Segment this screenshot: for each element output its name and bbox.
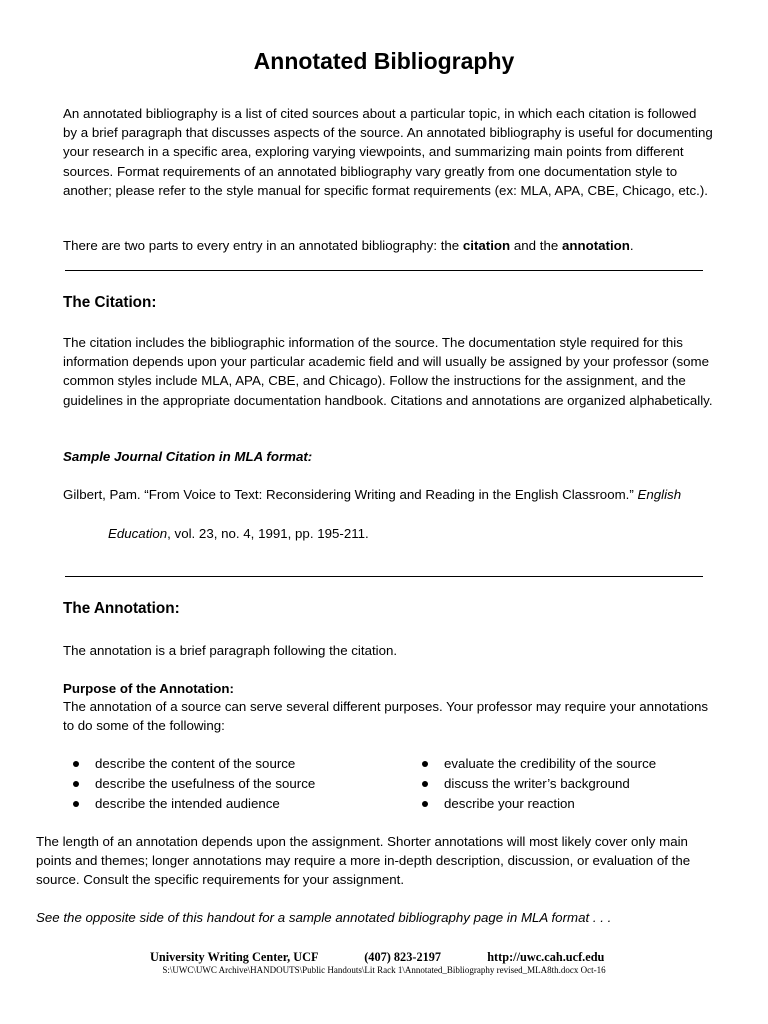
section-divider <box>65 270 703 271</box>
sample-citation-details: , vol. 23, no. 4, 1991, pp. 195-211. <box>167 526 369 541</box>
annotation-heading: The Annotation: <box>63 600 180 617</box>
intro-parts-text: There are two parts to every entry in an annotated bibliography: the <box>63 238 463 253</box>
citation-heading: The Citation: <box>63 294 157 311</box>
citation-body: The citation includes the bibliographic information of the source. The documentation style required for this information depends upon your particular academic field and will usually be assigned by your professor (some common styles include MLA, APA, CBE, and Chicago). Follow the instructions for the assignment, and the guidelines in the appropriate documentation handbook. Citations and annotations are organized alphabetically. <box>63 335 713 408</box>
bullet-icon <box>73 761 79 767</box>
footer-file-path: S:\UWC\UWC Archive\HANDOUTS\Public Handouts\Lit Rack 1\Annotated_Bibliography revised_MLA8th.docx Oct-16 <box>162 965 606 975</box>
purpose-heading: Purpose of the Annotation: <box>63 681 234 696</box>
page-title: Annotated Bibliography <box>253 48 515 74</box>
list-item-text: discuss the writer’s background <box>444 776 630 791</box>
sample-citation-journal-part1: English <box>637 487 682 502</box>
bullet-icon <box>422 781 428 787</box>
list-item-text: describe the intended audience <box>95 796 280 811</box>
list-item <box>64 794 315 814</box>
list-item <box>413 754 656 774</box>
intro-parts-paragraph <box>63 236 713 255</box>
sample-citation-journal-part2: Education <box>108 526 168 541</box>
bullet-icon <box>422 761 428 767</box>
list-item-text: describe the content of the source <box>95 756 296 771</box>
see-opposite-note: See the opposite side of this handout for a sample annotated bibliography page in MLA format . . . <box>36 910 612 925</box>
list-item-text: describe the usefulness of the source <box>95 776 316 791</box>
list-item-text: describe your reaction <box>444 796 575 811</box>
sample-citation-label: Sample Journal Citation in MLA format: <box>63 449 313 464</box>
bullet-icon <box>73 781 79 787</box>
list-item-text: evaluate the credibility of the source <box>444 756 657 771</box>
sample-citation-line1 <box>63 485 713 504</box>
section-divider <box>65 576 703 577</box>
intro-parts-and: and the <box>510 238 562 253</box>
purpose-list-right <box>413 754 656 814</box>
citation-term: citation <box>462 238 511 253</box>
sample-citation-line2 <box>108 524 708 543</box>
purpose-body: The annotation of a source can serve several different purposes. Your professor may require your annotations to do some of the following: <box>63 699 709 734</box>
sample-citation-text: Gilbert, Pam. “From Voice to Text: Reconsidering Writing and Reading in the English Classroom.” <box>63 487 638 502</box>
footer-url[interactable]: http://uwc.cah.ucf.edu <box>487 950 605 964</box>
list-item <box>413 794 656 814</box>
list-item <box>64 754 315 774</box>
list-item <box>64 774 315 794</box>
bullet-icon <box>422 801 428 807</box>
annotation-term: annotation <box>561 238 630 253</box>
bullet-icon <box>73 801 79 807</box>
footer-contact <box>150 950 604 965</box>
list-item <box>413 774 656 794</box>
intro-paragraph: An annotated bibliography is a list of cited sources about a particular topic, in which each citation is followed by a brief paragraph that discusses aspects of the source. An annotated bibliography is useful for documenting your research in a specific area, exploring varying viewpoints, and summarizing main points from different sources. Format requirements of an annotated bibliography vary greatly from one documentation style to another; please refer to the style manual for specific format requirements (ex: MLA, APA, CBE, Chicago, etc.). <box>63 106 713 198</box>
intro-parts-end: . <box>629 238 634 253</box>
footer-center-name: University Writing Center, UCF <box>150 950 319 964</box>
purpose-list-left <box>64 754 315 814</box>
length-paragraph: The length of an annotation depends upon the assignment. Shorter annotations will most likely cover only main points and themes; longer annotations may require a more in-depth description, discussion, or evaluation of the source. Consult the specific requirements for your assignment. <box>36 834 691 888</box>
annotation-intro: The annotation is a brief paragraph following the citation. <box>63 643 398 658</box>
footer-phone: (407) 823-2197 <box>364 950 442 964</box>
